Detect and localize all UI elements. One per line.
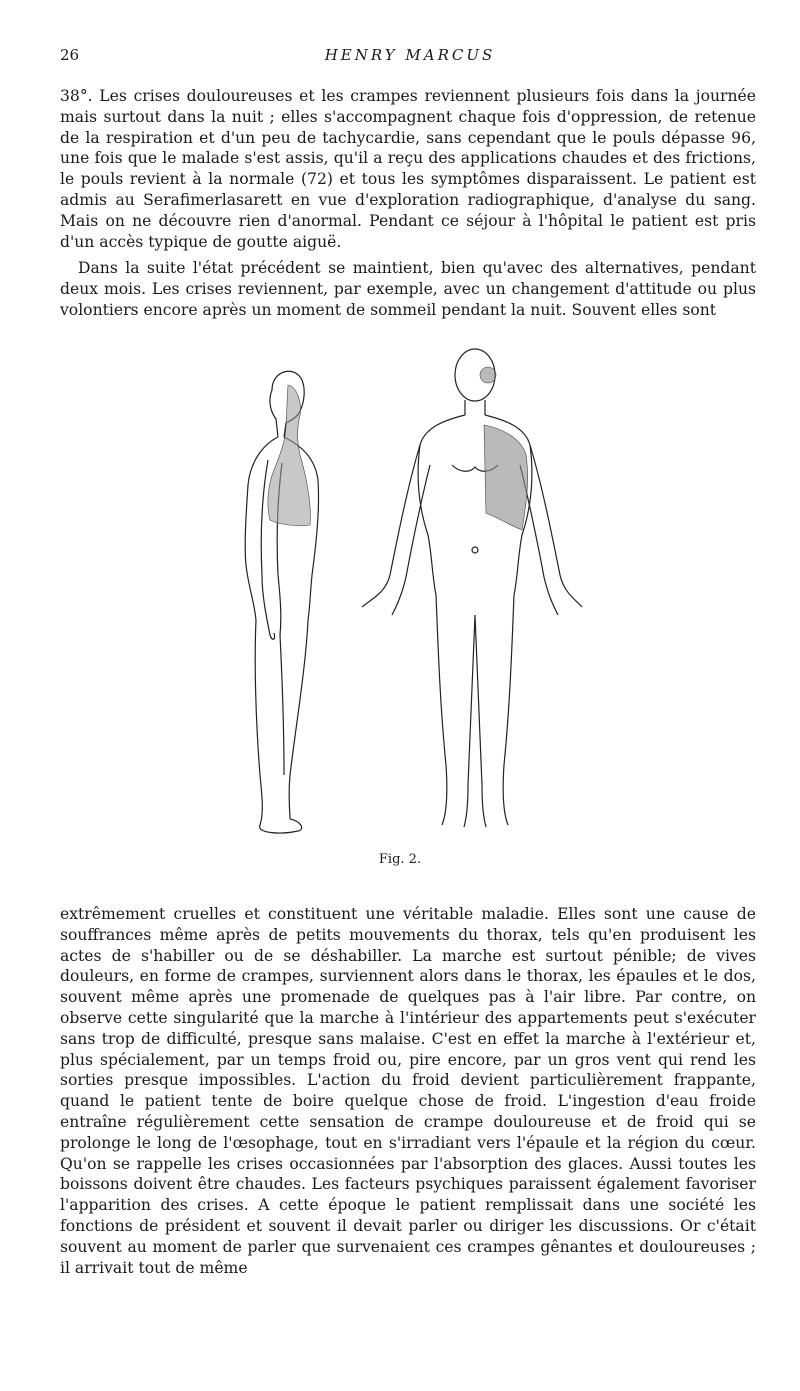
page-header [60,46,760,68]
paragraph-3: extrêmement cruelles et constituent une véritable maladie. Elles sont une cause de souffrances même après de petits mouvements du thorax, tels qu'en produisent les actes de s'habiller ou de se déshabiller. La marche est surtout pénible; de vives douleurs, en forme de crampes, surviennent alors dans le thorax, les épaules et le dos, souvent même après une promenade de quelques pas à l'air libre. Par contre, on observe cette singularité que la marche à l'intérieur des appartements peut s'exécuter sans trop de difficulté, presque sans malaise. C'est en effet la marche à l'extérieur et, plus spécialement, par un temps froid ou, pire encore, par un gros vent qui rend les sorties presque impossibles. L'action du froid devient particulièrement frappante, quand le patient tente de boire quelque chose de froid. L'ingestion d'eau froide entraîne régulièrement cette sensation de crampe douloureuse et de froid qui se prolonge le long de l'œsophage, tout en s'irradiant vers l'épaule et la région du cœur. Qu'on se rappelle les crises occasionnées par l'absorption des glaces. Aussi toutes les boissons doivent être chaudes. Les facteurs psychiques paraissent également favoriser l'apparition des crises. A cette époque le patient remplissait dans une société les fonctions de président et souvent il devait parler ou diriger les discussions. Or c'était souvent au moment de parler que survenaient ces crampes gênantes et douloureuses ; il arrivait tout de même [60,905,756,1277]
side-view-figure [245,371,318,833]
anatomical-figure [220,345,600,845]
running-title: HENRY MARCUS [324,46,496,64]
front-view-figure [362,349,582,827]
figure-caption: Fig. 2. [378,852,422,867]
paragraph-1: 38°. Les crises douloureuses et les crampes reviennent plusieurs fois dans la journée mais surtout dans la nuit ; elles s'accompagnent chaque fois d'oppression, de retenue de la respiration et d'un peu de tachycardie, sans cependant que le pouls dépasse 96, une fois que le malade s'est assis, qu'il a reçu des applications chaudes et des frictions, le pouls revient à la normale (72) et tous les symptômes disparaissent. Le patient est admis au Serafimerlasarett en vue d'exploration radiographique, d'analyse du sang. Mais on ne découvre rien d'anormal. Pendant ce séjour à l'hôpital le patient est pris d'un accès typique de goutte aiguë. [60,87,756,251]
side-view-shading [268,385,310,526]
front-view-shading [480,367,528,530]
body-outlines-illustration [220,345,600,845]
page-number: 26 [60,46,80,64]
paragraph-2: Dans la suite l'état précédent se maintient, bien qu'avec des alternatives, pendant deux mois. Les crises reviennent, par exemple, avec un changement d'attitude ou plus volontiers encore après un moment de sommeil pendant la nuit. Souvent elles sont [60,259,756,319]
